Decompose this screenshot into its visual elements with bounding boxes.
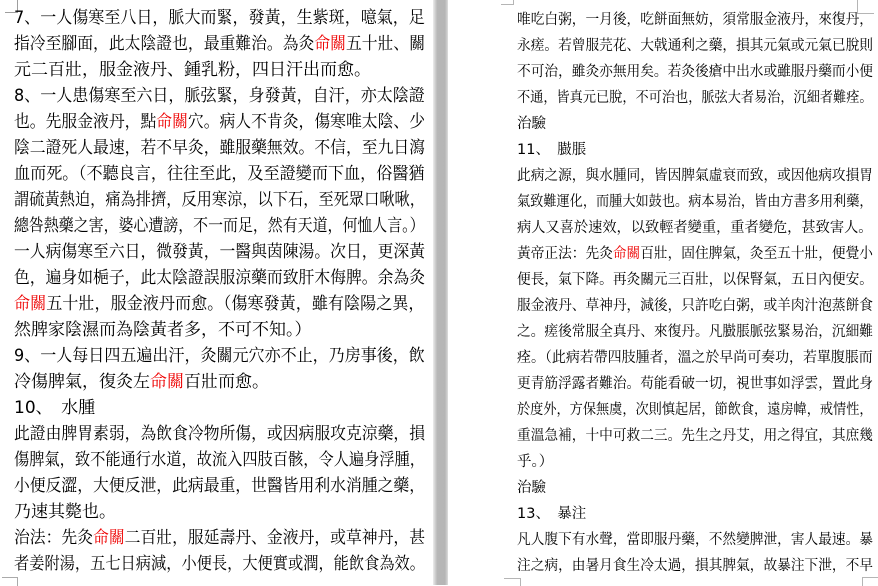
text-line	[517, 553, 873, 579]
text-segment: 百壯而愈。	[184, 372, 269, 392]
text-line	[14, 421, 425, 447]
highlight-term: 命關	[150, 372, 184, 392]
text-segment: 不可治，雖灸亦無用矣。若灸後瘡中出水或雖服丹藥而小便	[517, 64, 873, 80]
text-segment: 11、 臌脹	[517, 142, 587, 158]
text-line	[14, 135, 425, 161]
text-line	[517, 59, 873, 85]
text-line	[14, 161, 425, 187]
page-text-column-right	[517, 7, 873, 579]
highlight-term: 命關	[612, 246, 641, 262]
text-segment: 也。先服金液丹，點	[14, 112, 157, 132]
text-segment: 治法：先灸	[14, 528, 94, 548]
text-segment: 注之病，由暑月食生冷太過，損其脾氣，故暴注下泄，不早	[517, 558, 873, 574]
text-segment: 者姜附湯，五七日病減，小便長，大便實或潤，能飲食為效。	[14, 554, 425, 574]
text-line	[517, 85, 873, 111]
text-line	[14, 57, 425, 83]
text-segment: 治驗	[517, 116, 546, 132]
text-line	[517, 241, 873, 267]
text-segment: 更青筋浮露者難治。苟能看破一切，視世事如浮雲，置此身	[517, 376, 873, 392]
text-line	[14, 187, 425, 213]
text-segment: 重溫急補，十中可救二三。先生之丹艾，用之得宜，其庶幾	[517, 428, 873, 444]
text-segment: 小便反澀，大便反泄，此病最重，世醫皆用利水消腫之藥，	[14, 476, 425, 496]
text-segment: 此病之源，與水腫同，皆因脾氣虛衰而致，或因他病攻損胃	[517, 168, 873, 184]
text-segment: 唯吃白粥，一月後，吃餅面無妨，須常服金液丹，來復丹，	[517, 12, 873, 28]
text-line	[517, 189, 873, 215]
page-text-column-left	[14, 5, 425, 577]
text-segment: 治驗	[517, 480, 546, 496]
text-line	[517, 267, 873, 293]
text-segment: 血而死。（不聽良言，往往至此，及至證變而下血，俗醫猶	[14, 164, 425, 184]
text-segment: 13、 暴注	[517, 506, 587, 522]
text-line	[14, 213, 425, 239]
text-line	[14, 525, 426, 551]
highlight-term: 命關	[93, 528, 125, 548]
text-line	[517, 371, 873, 397]
text-line	[517, 501, 873, 527]
text-segment: 凡人腹下有水聲，當即服丹藥，不然變脾泄，害人最速。暴	[517, 532, 873, 548]
text-boundary-mark-top-left-right-page	[501, 0, 514, 5]
text-line	[14, 83, 425, 109]
highlight-term: 命關	[156, 112, 188, 132]
text-line	[14, 343, 425, 369]
text-segment: 於度外，方保無虞，次則慎起居，節飲食，遠房幃，戒情性，	[517, 402, 873, 418]
text-line	[517, 475, 873, 501]
text-segment: 二百壯，服延壽丹、金液丹，或草神丹，甚	[124, 528, 426, 548]
text-line	[517, 293, 873, 319]
text-segment: 氣致難運化，而腫大如鼓也。病本易治，皆由方書多用利藥，	[517, 194, 873, 210]
text-segment: 百壯，固住脾氣，灸至五十壯，便覺小	[640, 246, 873, 262]
text-segment: 色，遍身如梔子，此太陰證誤服涼藥而致肝木侮脾。余為灸	[14, 268, 425, 288]
text-line	[14, 5, 425, 31]
text-line	[14, 109, 425, 135]
text-segment: 痊。（此病若帶四肢腫者，溫之於早尚可奏功，若單腹脹而	[517, 350, 873, 366]
text-segment: 總咎熱藥之害，婆心遭謗，不一而足，然有天道，何恤人言。）	[14, 216, 425, 236]
text-segment: 10、 水腫	[14, 398, 96, 418]
text-segment: 黃帝正法：先灸	[517, 246, 613, 262]
text-segment: 病人又喜於速效，以致輕者變重，重者變危，甚致害人。	[517, 220, 873, 236]
text-line	[14, 265, 425, 291]
text-line	[517, 137, 873, 163]
text-segment: 服金液丹、草神丹，減後，只許吃白粥，或羊肉汁泡蒸餅食	[517, 298, 873, 314]
text-line	[14, 395, 425, 421]
text-line	[517, 33, 873, 59]
text-line	[14, 499, 425, 525]
text-line	[517, 319, 873, 345]
text-line	[517, 215, 873, 241]
text-line	[14, 369, 425, 395]
text-segment: 謂硫黃熱迫，痛為排擠，反用寒涼，以下石，至死眾口啾啾，	[14, 190, 425, 210]
text-segment: 7、一人傷寒至八日，脈大而緊，發黃，生紫斑，噫氣，足	[14, 8, 425, 28]
text-segment: 便長，氣下降。再灸關元三百壯，以保腎氣，五日內便安。	[517, 272, 873, 288]
text-line	[517, 423, 873, 449]
text-line	[517, 449, 873, 475]
text-line	[14, 473, 425, 499]
text-segment: 然脾家陰濕而為陰黃者多，不可不知。）	[14, 320, 312, 340]
text-line	[517, 527, 873, 553]
text-segment: 穴。病人不肯灸，傷寒唯太陰、少	[187, 112, 425, 132]
text-line	[517, 397, 873, 423]
text-segment: 冷傷脾氣，復灸左	[14, 372, 150, 392]
highlight-term: 命關	[314, 34, 346, 54]
text-line	[14, 31, 425, 57]
text-segment: 乎。）	[517, 454, 554, 470]
text-segment: 8、一人患傷寒至六日，脈弦緊，身發黃，自汗，亦太陰證	[14, 86, 425, 106]
text-segment: 指冷至腳面，此太陰證也，最重難治。為灸	[14, 34, 315, 54]
text-line	[14, 239, 425, 265]
text-segment: 不通，皆真元已脫，不可治也，脈弦大者易治，沉細者難痊。	[517, 90, 873, 106]
text-segment: 傷脾氣，致不能通行水道，故流入四肢百骸，令人遍身浮腫，	[14, 450, 425, 470]
text-segment: 之。瘥後常服全真丹、來復丹。凡臌脹脈弦緊易治，沉細難	[517, 324, 873, 340]
text-segment: 乃速其斃也。	[14, 502, 116, 522]
text-line	[14, 291, 425, 317]
highlight-term: 命關	[14, 294, 47, 314]
text-line	[14, 551, 425, 577]
text-segment: 永瘥。若曾服芫花、大戟通利之藥，損其元氣或元氣已脫則	[517, 38, 873, 54]
text-segment: 9、一人每日四五遍出汗，灸關元穴亦不止，乃房事後，飲	[14, 346, 425, 366]
text-segment: 此證由脾胃素弱，為飲食冷物所傷，或因病服攻克涼藥，損	[14, 424, 425, 444]
page-gutter	[433, 0, 448, 585]
text-line	[517, 111, 873, 137]
text-line	[517, 345, 873, 371]
text-segment: 一人病傷寒至六日，微發黃，一醫與茵陳湯。次日，更深黃	[14, 242, 425, 262]
text-line	[517, 7, 873, 33]
text-segment: 五十壯，服金液丹而愈。（傷寒發黃，雖有陰陽之異，	[46, 294, 425, 314]
text-line	[14, 317, 425, 343]
text-segment: 陰二證死人最速，若不早灸，雖服藥無效。不信，至九日瀉	[14, 138, 425, 158]
text-line	[14, 447, 425, 473]
text-segment: 元二百壯，服金液丹、鍾乳粉，四日汗出而愈。	[14, 60, 371, 80]
text-segment: 五十壯、關	[345, 34, 425, 54]
text-line	[517, 163, 873, 189]
